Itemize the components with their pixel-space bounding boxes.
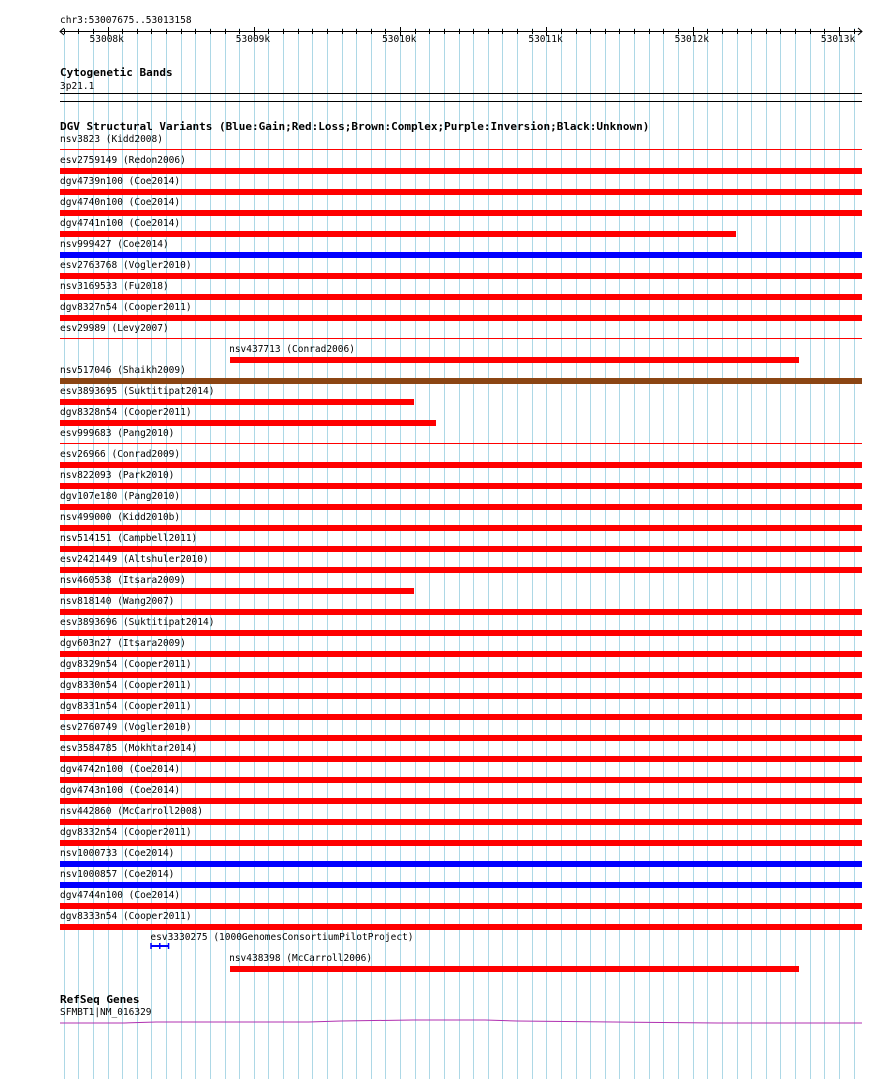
dgv-variant-bar[interactable] bbox=[60, 840, 862, 846]
dgv-variant-bar[interactable] bbox=[60, 273, 862, 279]
dgv-variant-bar[interactable] bbox=[60, 443, 862, 444]
dgv-variant-label[interactable]: nsv438398 (McCarroll2006) bbox=[229, 953, 373, 964]
dgv-variant-bar[interactable] bbox=[60, 567, 862, 573]
dgv-variant-label[interactable]: dgv4743n100 (Coe2014) bbox=[60, 785, 181, 796]
dgv-variant-label[interactable]: dgv4740n100 (Coe2014) bbox=[60, 197, 181, 208]
dgv-variant-label[interactable]: dgv4744n100 (Coe2014) bbox=[60, 890, 181, 901]
dgv-variant-bar[interactable] bbox=[60, 315, 862, 321]
dgv-variant-label[interactable]: nsv1000733 (Coe2014) bbox=[60, 848, 175, 859]
dgv-variant-label[interactable]: dgv8330n54 (Cooper2011) bbox=[60, 680, 192, 691]
ruler-tick-label: 53009k bbox=[235, 34, 271, 45]
cytoband-track-title: Cytogenetic Bands bbox=[60, 66, 173, 79]
ruler-tick-label: 53010k bbox=[382, 34, 417, 45]
dgv-variant-label[interactable]: nsv818140 (Wang2007) bbox=[60, 596, 175, 607]
dgv-variant-label[interactable]: dgv8329n54 (Cooper2011) bbox=[60, 659, 192, 670]
dgv-variant-bar[interactable] bbox=[60, 378, 862, 384]
dgv-variant-label[interactable]: dgv4741n100 (Coe2014) bbox=[60, 218, 181, 229]
dgv-variant-bar[interactable] bbox=[60, 609, 862, 615]
dgv-variant-label[interactable]: nsv1000857 (Coe2014) bbox=[60, 869, 175, 880]
dgv-track-title: DGV Structural Variants (Blue:Gain;Red:Loss;Brown:Complex;Purple:Inversion;Black:Unknown) bbox=[60, 120, 650, 133]
dgv-variant-bar[interactable] bbox=[60, 399, 414, 405]
dgv-variant-label[interactable]: esv2760749 (Vogler2010) bbox=[60, 722, 192, 733]
dgv-variant-bar[interactable] bbox=[60, 630, 862, 636]
cytoband-line bbox=[60, 93, 862, 94]
dgv-variant-label[interactable]: dgv8331n54 (Cooper2011) bbox=[60, 701, 192, 712]
dgv-variant-bar[interactable] bbox=[230, 966, 799, 972]
dgv-variant-bar[interactable] bbox=[60, 294, 862, 300]
dgv-variant-label[interactable]: esv29989 (Levy2007) bbox=[60, 323, 169, 334]
dgv-variant-label[interactable]: esv3584785 (Mokhtar2014) bbox=[60, 743, 198, 754]
dgv-variant-bar[interactable] bbox=[60, 819, 862, 825]
dgv-variant-bar[interactable] bbox=[60, 651, 862, 657]
dgv-variant-bar[interactable] bbox=[60, 252, 862, 258]
dgv-variant-label[interactable]: dgv107e180 (Pang2010) bbox=[60, 491, 181, 502]
dgv-variant-label[interactable]: nsv442860 (McCarroll2008) bbox=[60, 806, 203, 817]
dgv-variant-bar[interactable] bbox=[60, 231, 736, 237]
dgv-variant-bar[interactable] bbox=[60, 504, 862, 510]
dgv-variant-bar[interactable] bbox=[60, 420, 436, 426]
dgv-variant-bar[interactable] bbox=[60, 882, 862, 888]
dgv-variant-label[interactable]: dgv8332n54 (Cooper2011) bbox=[60, 827, 192, 838]
dgv-variant-bar[interactable] bbox=[60, 798, 862, 804]
dgv-variant-label[interactable]: esv2763768 (Vogler2010) bbox=[60, 260, 192, 271]
dgv-variant-bar[interactable] bbox=[60, 924, 862, 930]
dgv-variant-bar[interactable] bbox=[60, 777, 862, 783]
dgv-variant-bar[interactable] bbox=[60, 525, 862, 531]
dgv-variant-marker[interactable] bbox=[150, 942, 172, 950]
dgv-variant-bar[interactable] bbox=[60, 735, 862, 741]
refseq-track-title: RefSeq Genes bbox=[60, 993, 140, 1006]
dgv-variant-bar[interactable] bbox=[60, 149, 862, 150]
dgv-variant-bar[interactable] bbox=[60, 483, 862, 489]
cytoband-label: 3p21.1 bbox=[60, 81, 95, 92]
dgv-variant-label[interactable]: dgv8327n54 (Cooper2011) bbox=[60, 302, 192, 313]
dgv-variant-bar[interactable] bbox=[60, 210, 862, 216]
refseq-gene-line bbox=[60, 1020, 862, 1023]
ruler-tick-label: 53011k bbox=[528, 34, 563, 45]
dgv-variant-bar[interactable] bbox=[60, 588, 414, 594]
dgv-variant-label[interactable]: nsv517046 (Shaikh2009) bbox=[60, 365, 186, 376]
dgv-variant-bar[interactable] bbox=[60, 903, 862, 909]
ruler-region-label: chr3:53007675..53013158 bbox=[60, 15, 192, 26]
dgv-variant-bar[interactable] bbox=[60, 546, 862, 552]
dgv-variant-label[interactable]: esv2759149 (Redon2006) bbox=[60, 155, 186, 166]
dgv-variant-label[interactable]: nsv999427 (Coe2014) bbox=[60, 239, 169, 250]
dgv-variant-label[interactable]: nsv514151 (Campbell2011) bbox=[60, 533, 198, 544]
dgv-variant-label[interactable]: dgv4742n100 (Coe2014) bbox=[60, 764, 181, 775]
dgv-variant-label[interactable]: dgv8333n54 (Cooper2011) bbox=[60, 911, 192, 922]
dgv-variant-bar[interactable] bbox=[60, 338, 862, 339]
dgv-variant-label[interactable]: dgv8328n54 (Cooper2011) bbox=[60, 407, 192, 418]
dgv-variant-label[interactable]: nsv499000 (Kidd2010b) bbox=[60, 512, 181, 523]
dgv-variant-bar[interactable] bbox=[60, 462, 862, 468]
dgv-variant-label[interactable]: nsv460538 (Itsara2009) bbox=[60, 575, 186, 586]
dgv-variant-label[interactable]: esv26966 (Conrad2009) bbox=[60, 449, 181, 460]
refseq-gene-label[interactable]: SFMBT1|NM_016329 bbox=[60, 1007, 152, 1018]
dgv-variant-label[interactable]: esv2421449 (Altshuler2010) bbox=[60, 554, 209, 565]
dgv-variant-bar[interactable] bbox=[60, 693, 862, 699]
dgv-variant-label[interactable]: nsv3823 (Kidd2008) bbox=[60, 134, 163, 145]
dgv-variant-label[interactable]: dgv603n27 (Itsara2009) bbox=[60, 638, 186, 649]
dgv-variant-bar[interactable] bbox=[60, 861, 862, 867]
ruler-tick-label: 53013k bbox=[820, 34, 856, 45]
dgv-variant-bar[interactable] bbox=[60, 672, 862, 678]
dgv-variant-label[interactable]: esv3893696 (Suktitipat2014) bbox=[60, 617, 215, 628]
dgv-variant-label[interactable]: esv999683 (Pang2010) bbox=[60, 428, 175, 439]
dgv-variant-label[interactable]: nsv822093 (Park2010) bbox=[60, 470, 175, 481]
coordinate-ruler bbox=[0, 20, 890, 70]
dgv-variant-bar[interactable] bbox=[230, 357, 799, 363]
dgv-variant-label[interactable]: dgv4739n100 (Coe2014) bbox=[60, 176, 181, 187]
ruler-tick-label: 53008k bbox=[89, 34, 124, 45]
dgv-variant-label[interactable]: esv3893695 (Suktitipat2014) bbox=[60, 386, 215, 397]
refseq-gene-feature[interactable] bbox=[0, 1013, 890, 1033]
dgv-variant-bar[interactable] bbox=[60, 189, 862, 195]
dgv-variant-label[interactable]: nsv437713 (Conrad2006) bbox=[229, 344, 355, 355]
dgv-variant-bar[interactable] bbox=[60, 756, 862, 762]
ruler-tick-label: 53012k bbox=[674, 34, 709, 45]
dgv-variant-bar[interactable] bbox=[60, 168, 862, 174]
dgv-variant-label[interactable]: nsv3169533 (Fu2018) bbox=[60, 281, 169, 292]
dgv-variant-bar[interactable] bbox=[60, 714, 862, 720]
dgv-variant-label[interactable]: esv3330275 (1000GenomesConsortiumPilotProject) bbox=[150, 932, 414, 943]
cytoband-line-lower bbox=[60, 101, 862, 102]
